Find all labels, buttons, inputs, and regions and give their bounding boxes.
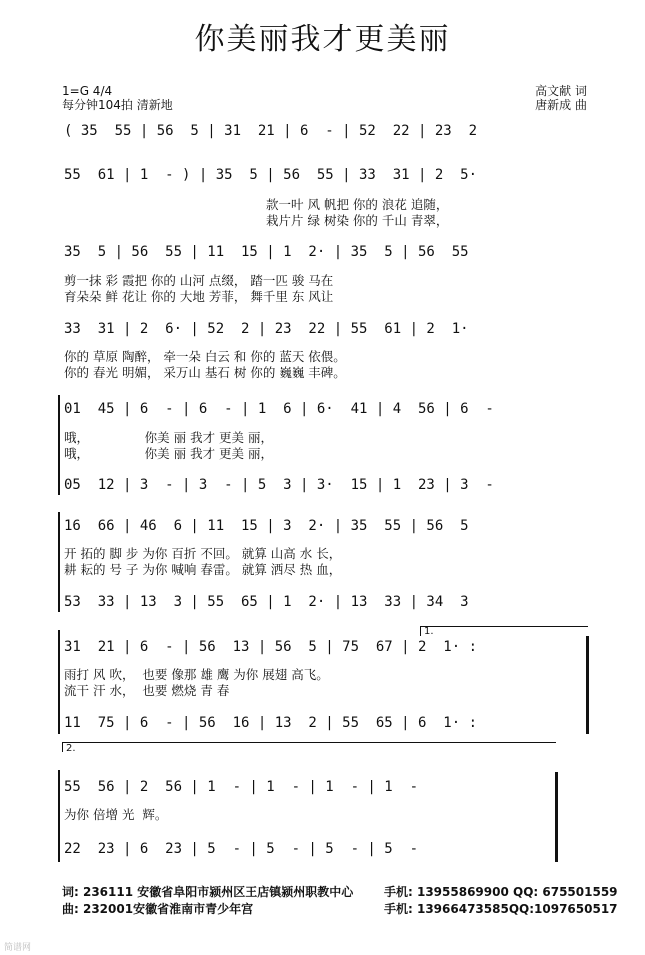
lyric-line-1a: 款一叶 风 帆把 你的 浪花 追随， — [266, 197, 449, 212]
repeat-barline — [586, 636, 589, 734]
notation-line: 01 45 | 6 - | 6 - | 1 6 | 6· 41 | 4 56 | 6 - — [64, 401, 494, 417]
lyric-line-3b: 你的 春光 明媚， 采万山 基石 树 你的 巍巍 丰碑。 — [64, 365, 346, 380]
notation-row-8 — [0, 593, 645, 611]
notation-line: 31 21 | 6 - | 56 13 | 56 5 | 75 67 | 2 1· : — [64, 639, 478, 655]
notation-row-2 — [0, 166, 645, 184]
notation-row-4 — [0, 320, 645, 338]
lyric-line-7: 为你 倍增 光 辉。 — [64, 807, 168, 822]
lyric-line-4b: 哦， 你美 丽 我才 更美 丽， — [64, 446, 274, 461]
page-title: 你美丽我才更美丽 — [194, 22, 451, 57]
tempo-marking: 每分钟104拍 清新地 — [62, 98, 173, 112]
lyric-line-1b: 栽片片 绿 树染 你的 千山 青翠， — [266, 213, 449, 228]
lyric-line-5a: 开 拓的 脚 步 为你 百折 不回。 就算 山高 水 长， — [64, 546, 342, 561]
notation-row-12 — [0, 840, 645, 858]
volta-2-bracket — [62, 742, 556, 743]
notation-line: 35 5 | 56 55 | 11 15 | 1 2· | 35 5 | 56 55 — [64, 244, 469, 260]
volta-2-label: 2. — [66, 743, 76, 754]
lyric-line-2b: 育朵朵 鲜 花让 你的 大地 芳菲， 舞千里 东 风让 — [64, 289, 334, 304]
lyric-line-4a: 哦， 你美 丽 我才 更美 丽， — [64, 430, 274, 445]
notation-row-1 — [0, 122, 645, 140]
notation-line: 05 12 | 3 - | 3 - | 5 3 | 3· 15 | 1 23 | 3 - — [64, 477, 494, 493]
footer-composer-address: 曲: 232001安徽省淮南市青少年宫 — [62, 902, 254, 916]
notation-line: 16 66 | 46 6 | 11 15 | 3 2· | 35 55 | 56 5 — [64, 518, 469, 534]
notation-line: ( 35 55 | 56 5 | 31 21 | 6 - | 52 22 | 23 2 — [64, 123, 478, 139]
notation-line: 55 56 | 2 56 | 1 - | 1 - | 1 - | 1 - — [64, 779, 419, 795]
notation-row-5 — [0, 400, 645, 418]
credits — [535, 84, 587, 112]
notation-row-3 — [0, 243, 645, 261]
lyric-line-3a: 你的 草原 陶醉， 牵一朵 白云 和 你的 蓝天 依偎。 — [64, 349, 346, 364]
lyric-line-5b: 耕 耘的 号 子 为你 喊响 春雷。 就算 洒尽 热 血， — [64, 562, 342, 577]
lyric-line-2a: 剪一抹 彩 霞把 你的 山河 点缀， 踏一匹 骏 马在 — [64, 273, 334, 288]
watermark: 简谱网 — [4, 943, 32, 953]
notation-line: 33 31 | 2 6· | 52 2 | 23 22 | 55 61 | 2 1· — [64, 321, 469, 337]
notation-row-9 — [0, 638, 645, 656]
volta-1-bracket — [420, 626, 588, 627]
footer-lyricist-address: 词: 236111 安徽省阜阳市颍州区王店镇颍州职教中心 — [62, 885, 354, 899]
lyricist: 高文献 词 — [535, 84, 587, 98]
notation-row-6 — [0, 476, 645, 494]
volta-1-label: 1. — [424, 626, 434, 637]
notation-row-11 — [0, 778, 645, 796]
volta-2-tick — [62, 742, 63, 752]
notation-row-10 — [0, 714, 645, 732]
footer-line-1 — [62, 885, 618, 900]
lyric-line-6b: 流干 汗 水， 也要 燃烧 青 春 — [64, 683, 230, 698]
notation-row-7 — [0, 517, 645, 535]
volta-1-tick — [420, 626, 421, 636]
composer: 唐新成 曲 — [535, 98, 587, 112]
footer-lyricist-contact: 手机: 13955869900 QQ: 675501559 — [384, 885, 618, 899]
final-barline — [555, 772, 558, 862]
notation-line: 11 75 | 6 - | 56 16 | 13 2 | 55 65 | 6 1· : — [64, 715, 478, 731]
key-signature: 1=G 4/4 — [62, 84, 113, 98]
notation-line: 53 33 | 13 3 | 55 65 | 1 2· | 13 33 | 34 3 — [64, 594, 469, 610]
notation-line: 55 61 | 1 - ) | 35 5 | 56 55 | 33 31 | 2 5· — [64, 167, 478, 183]
footer-line-2 — [62, 902, 618, 917]
lyric-line-6a: 雨打 风 吹， 也要 像那 雄 鹰 为你 展翅 高飞。 — [64, 667, 329, 682]
notation-line: 22 23 | 6 23 | 5 - | 5 - | 5 - | 5 - — [64, 841, 419, 857]
footer-composer-contact: 手机: 13966473585QQ:1097650517 — [384, 902, 618, 916]
